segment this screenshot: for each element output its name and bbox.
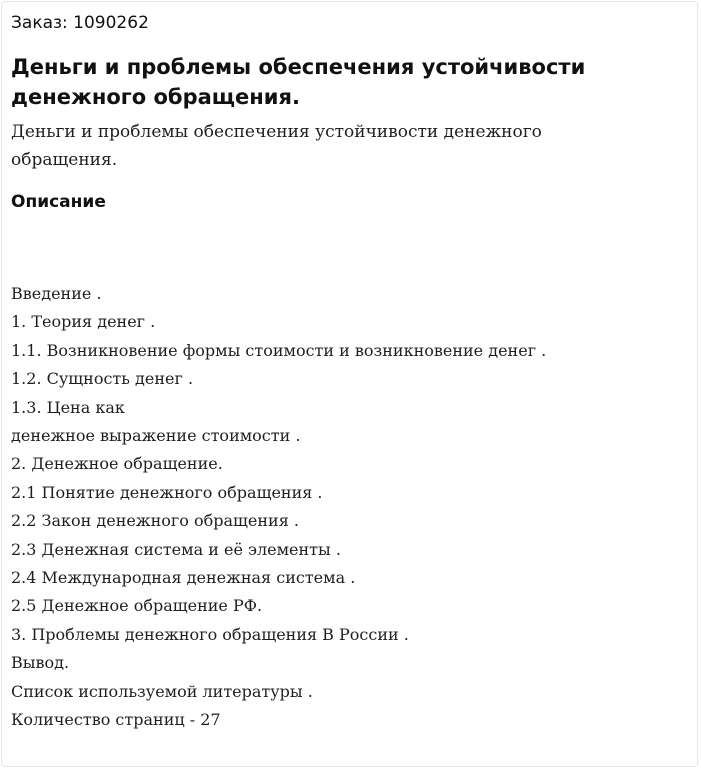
toc-line: Список используемой литературы . [11, 681, 313, 701]
page-subtitle: Деньги и проблемы обеспечения устойчивости денежного обращения. [11, 122, 542, 170]
toc-line: 2.2 Закон денежного обращения . [11, 511, 299, 531]
toc-line: 3. Проблемы денежного обращения В России . [11, 624, 409, 644]
toc-line: 2. Денежное обращение. [11, 454, 223, 474]
toc-line: 1.2. Сущность денег . [11, 369, 194, 389]
toc-line: 2.1 Понятие денежного обращения . [11, 482, 323, 502]
toc-line: 2.3 Денежная система и её элементы . [11, 539, 341, 559]
toc-line: 1.1. Возникновение формы стоимости и возникновение денег . [11, 340, 547, 360]
toc-line: 2.5 Денежное обращение РФ. [11, 596, 263, 616]
toc-line: 1.3. Цена как [11, 397, 125, 417]
toc-line: Введение . [11, 284, 102, 303]
toc-line: 2.4 Международная денежная система . [11, 568, 356, 588]
order-card [1, 1, 698, 767]
description-heading: Описание [11, 192, 106, 212]
toc-line: 1. Теория денег . [11, 312, 156, 332]
order-number: Заказ: 1090262 [11, 13, 149, 33]
page-count: Количество страниц - 27 [11, 710, 221, 730]
table-of-contents [11, 280, 546, 735]
toc-line: Вывод. [11, 653, 70, 673]
page-title: Деньги и проблемы обеспечения устойчивости денежного обращения. [11, 55, 586, 109]
toc-line: денежное выражение стоимости . [11, 426, 301, 446]
